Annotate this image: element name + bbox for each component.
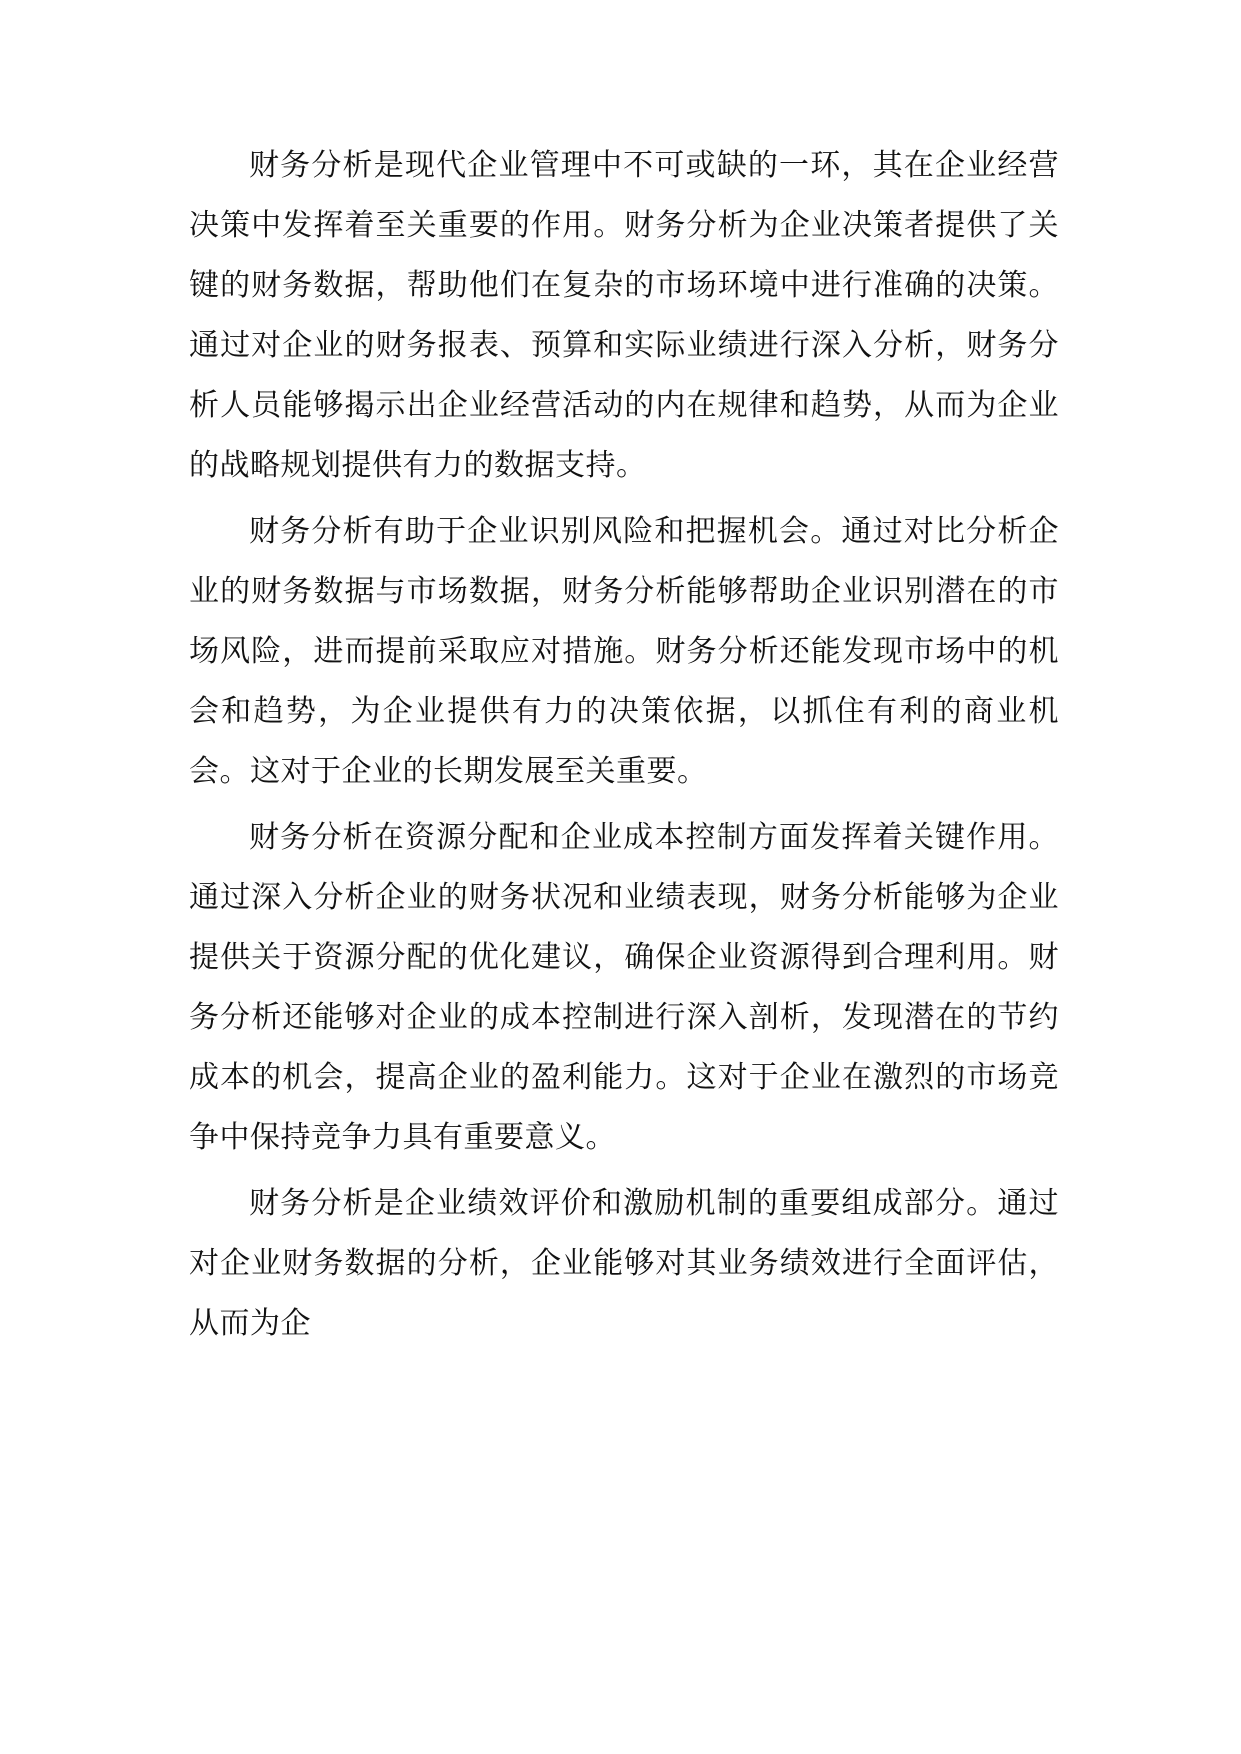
paragraph-3: 财务分析在资源分配和企业成本控制方面发挥着关键作用。通过深入分析企业的财务状况和业绩表现，财务分析能够为企业提供关于资源分配的优化建议，确保企业资源得到合理利用。财务分析还能够对企业的成本控制进行深入剖析，发现潜在的节约成本的机会，提高企业的盈利能力。这对于企业在激烈的市场竞争中保持竞争力具有重要意义。 — [189, 820, 1059, 1155]
paragraph-1: 财务分析是现代企业管理中不可或缺的一环，其在企业经营决策中发挥着至关重要的作用。财务分析为企业决策者提供了关键的财务数据，帮助他们在复杂的市场环境中进行准确的决策。通过对企业的财务报表、预算和实际业绩进行深入分析，财务分析人员能够揭示出企业经营活动的内在规律和趋势，从而为企业的战略规划提供有力的数据支持。 — [189, 148, 1059, 483]
paragraph-4: 财务分析是企业绩效评价和激励机制的重要组成部分。通过对企业财务数据的分析，企业能够对其业务绩效进行全面评估，从而为企 — [189, 1186, 1059, 1341]
paragraph-2: 财务分析有助于企业识别风险和把握机会。通过对比分析企业的财务数据与市场数据，财务分析能够帮助企业识别潜在的市场风险，进而提前采取应对措施。财务分析还能发现市场中的机会和趋势，为企业提供有力的决策依据，以抓住有利的商业机会。这对于企业的长期发展至关重要。 — [189, 514, 1059, 789]
document-body — [189, 136, 1059, 1360]
